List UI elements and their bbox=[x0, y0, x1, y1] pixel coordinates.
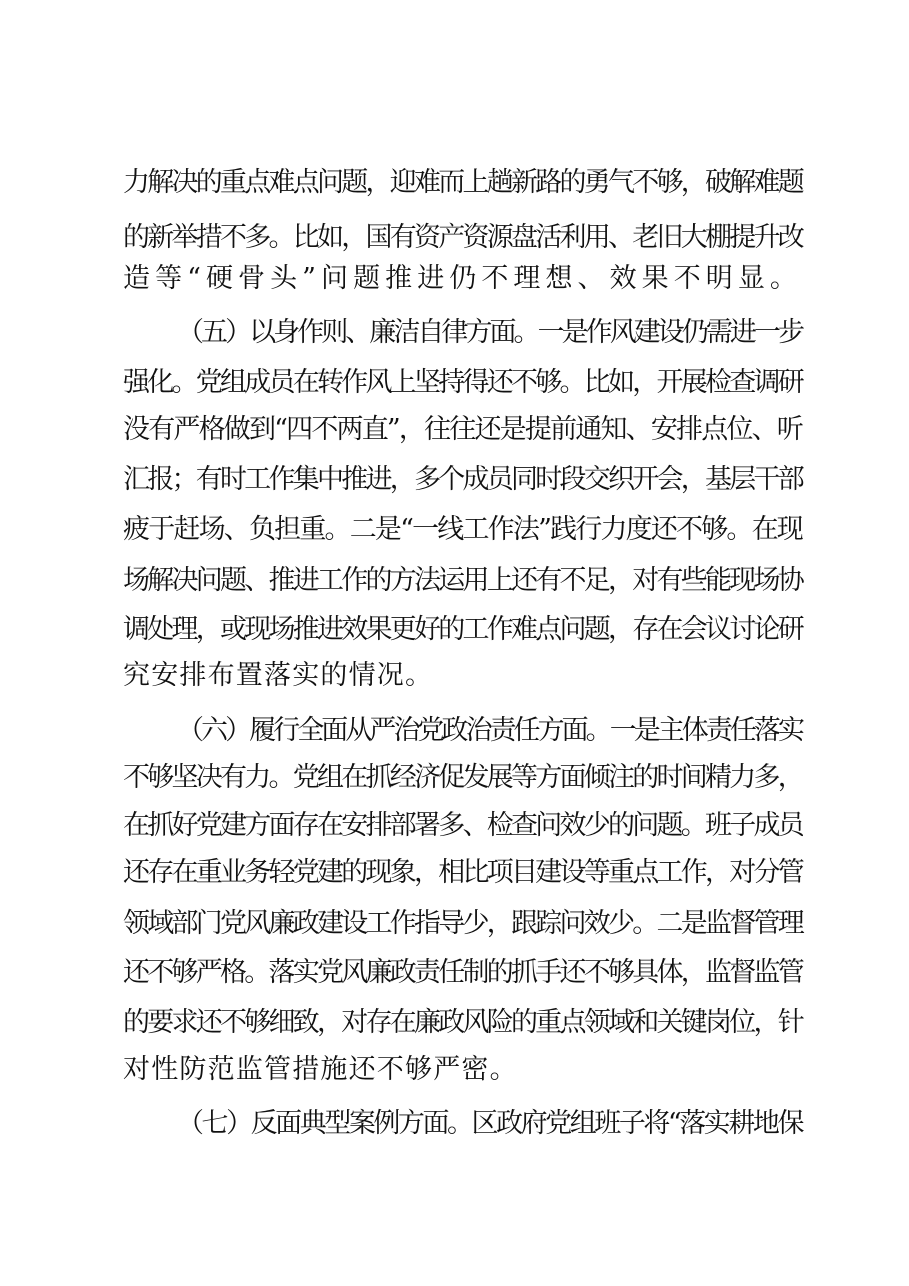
line-text: （五）以身作则、廉洁自律方面。一是作风建设仍需进一步 bbox=[177, 317, 802, 348]
line-text: 场解决问题、推进工作的方法运用上还有不足，对有些能现场协 bbox=[123, 565, 802, 596]
line-text: 力解决的重点难点问题，迎难而上趟新路的勇气不够，破解难题 bbox=[123, 167, 802, 198]
paragraph-start-line bbox=[0, 1104, 909, 1144]
text-line bbox=[0, 410, 909, 450]
line-text: 强化。党组成员在转作风上坚持得还不够。比如，开展检查调研 bbox=[123, 367, 802, 398]
text-line bbox=[0, 758, 909, 798]
text-line bbox=[0, 259, 909, 299]
line-text: 对性防范监管措施还不够严密。 bbox=[123, 1054, 518, 1085]
line-text: （六）履行全面从严治党政治责任方面。一是主体责任落实 bbox=[177, 715, 802, 746]
text-line bbox=[0, 610, 909, 650]
text-line bbox=[0, 1003, 909, 1043]
text-line bbox=[0, 1050, 909, 1090]
line-text: 汇报；有时工作集中推进，多个成员同时段交织开会，基层干部 bbox=[123, 464, 802, 495]
text-line bbox=[0, 656, 909, 696]
paragraph-start-line bbox=[0, 711, 909, 751]
text-line bbox=[0, 363, 909, 403]
line-text: 没有严格做到“四不两直”，往往还是提前通知、安排点位、听 bbox=[123, 414, 802, 445]
text-line bbox=[0, 806, 909, 846]
paragraph-start-line bbox=[0, 313, 909, 353]
text-line bbox=[0, 460, 909, 500]
line-text: 领域部门党风廉政建设工作指导少，跟踪问效少。二是监督管理 bbox=[123, 908, 802, 939]
line-text: 调处理，或现场推进效果更好的工作难点问题，存在会议讨论研 bbox=[123, 614, 802, 645]
line-text: 造等“硬骨头”问题推进仍不理想、效果不明显。 bbox=[123, 263, 802, 294]
line-text: 不够坚决有力。党组在抓经济促发展等方面倾注的时间精力多， bbox=[123, 762, 802, 793]
line-text: 在抓好党建方面存在安排部署多、检查问效少的问题。班子成员 bbox=[123, 810, 802, 841]
text-line bbox=[0, 853, 909, 893]
text-line bbox=[0, 561, 909, 601]
text-line bbox=[0, 218, 909, 258]
line-text: （七）反面典型案例方面。区政府党组班子将“落实耕地保 bbox=[177, 1108, 802, 1139]
line-text: 疲于赶场、负担重。二是“一线工作法”践行力度还不够。在现 bbox=[123, 514, 802, 545]
line-text: 还不够严格。落实党风廉政责任制的抓手还不够具体，监督监管 bbox=[123, 957, 802, 988]
text-line bbox=[0, 163, 909, 203]
text-line bbox=[0, 904, 909, 944]
text-line bbox=[0, 510, 909, 550]
line-text: 还存在重业务轻党建的现象，相比项目建设等重点工作，对分管 bbox=[123, 857, 802, 888]
line-text: 的要求还不够细致，对存在廉政风险的重点领域和关键岗位，针 bbox=[123, 1007, 802, 1038]
line-text: 究安排布置落实的情况。 bbox=[123, 660, 434, 691]
line-text: 的新举措不多。比如，国有资产资源盘活利用、老旧大棚提升改 bbox=[123, 222, 802, 253]
text-line bbox=[0, 953, 909, 993]
